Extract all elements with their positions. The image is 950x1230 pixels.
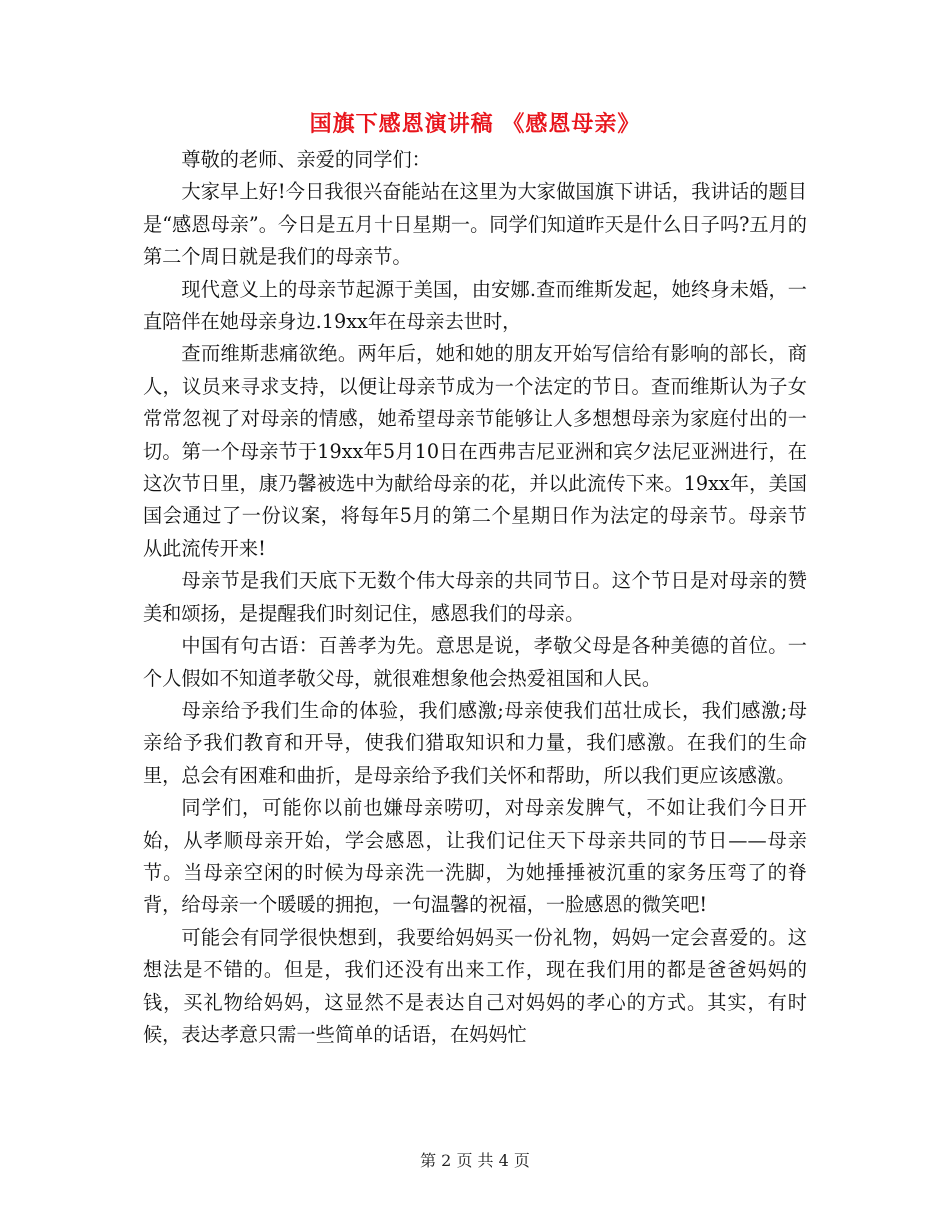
paragraph-salutation: 尊敬的老师、亲爱的同学们： <box>181 148 431 171</box>
paragraph: 母亲给予我们生命的体验，我们感激;母亲使我们茁壮成长，我们感激;母亲给予我们教育和开导，使我们猎取知识和力量，我们感激。在我们的生命里，总会有困难和曲折，是母亲给予我们关怀和帮助，所以我们更应该感激。 <box>143 698 807 787</box>
paragraph: 同学们，可能你以前也嫌母亲唠叨，对母亲发脾气，不如让我们今日开始，从孝顺母亲开始，学会感恩，让我们记住天下母亲共同的节日——母亲节。当母亲空闲的时候为母亲洗一洗脚，为她捶捶被沉重的家务压弯了的脊背，给母亲一个暖暖的拥抱，一句温馨的祝福，一脸感恩的微笑吧! <box>143 796 807 917</box>
paragraph: 查而维斯悲痛欲绝。两年后，她和她的朋友开始写信给有影响的部长，商人，议员来寻求支持，以便让母亲节成为一个法定的节日。查而维斯认为子女常常忽视了对母亲的情感，她希望母亲节能够让人多想想母亲为家庭付出的一切。第一个母亲节于19xx年5月10日在西弗吉尼亚洲和宾夕法尼亚洲进行，在这次节日里，康乃馨被选中为献给母亲的花，并以此流传下来。19xx年，美国国会通过了一份议案，将每年5月的第二个星期日作为法定的母亲节。母亲节从此流传开来! <box>143 342 807 560</box>
paragraph: 可能会有同学很快想到，我要给妈妈买一份礼物，妈妈一定会喜爱的。这想法是不错的。但是，我们还没有出来工作，现在我们用的都是爸爸妈妈的钱，买礼物给妈妈，这显然不是表达自己对妈妈的孝心的方式。其实，有时候，表达孝意只需一些简单的话语，在妈妈忙 <box>143 925 807 1046</box>
paragraph: 现代意义上的母亲节起源于美国，由安娜.查而维斯发起，她终身未婚，一直陪伴在她母亲身边.19xx年在母亲去世时， <box>143 277 807 334</box>
paragraph: 中国有句古语：百善孝为先。意思是说，孝敬父母是各种美德的首位。一个人假如不知道孝敬父母，就很难想象他会热爱祖国和人民。 <box>143 634 807 690</box>
paragraph: 大家早上好!今日我很兴奋能站在这里为大家做国旗下讲话，我讲话的题目是“感恩母亲”。今日是五月十日星期一。同学们知道昨天是什么日子吗?五月的第二个周日就是我们的母亲节。 <box>143 180 807 269</box>
document-body <box>143 144 807 1051</box>
page-number-footer: 第 2 页 共 4 页 <box>420 1151 530 1170</box>
document-title: 国旗下感恩演讲稿 《感恩母亲》 <box>309 112 641 137</box>
paragraph: 母亲节是我们天底下无数个伟大母亲的共同节日。这个节日是对母亲的赞美和颂扬，是提醒我们时刻记住，感恩我们的母亲。 <box>143 569 807 625</box>
